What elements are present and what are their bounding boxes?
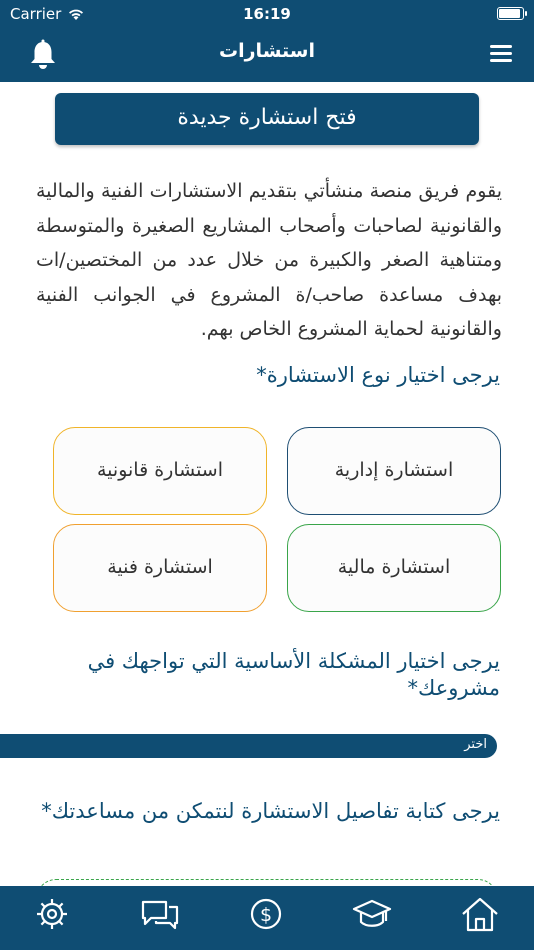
page-title: استشارات [219, 40, 315, 62]
consult-type-label: يرجى اختيار نوع الاستشارة* [256, 363, 500, 387]
tab-settings[interactable] [32, 894, 72, 934]
option-technical-consultation[interactable]: استشارة فنية [53, 524, 267, 612]
tab-finance[interactable] [246, 894, 286, 934]
nav-bar [0, 28, 534, 82]
svg-text:$: $ [259, 904, 273, 926]
tab-home[interactable] [460, 894, 500, 934]
intro-text: يقوم فريق منصة منشأتي بتقديم الاستشارات الفنية والمالية والقانونية لصاحبات وأصحاب المشاريع الصغيرة والمتوسطة ومتناهية الصغر والكبيرة من خلال عدد من المختصين/ات بهدف مساعدة صاحب/ة المشروع في الجوانب الفنية والقانونية لحماية المشروع الخاص بهم. [36, 180, 502, 340]
tab-chat[interactable] [140, 894, 180, 934]
tab-bar [0, 886, 534, 950]
option-financial-consultation[interactable]: استشارة مالية [287, 524, 501, 612]
problem-select-placeholder: اختر [464, 737, 487, 752]
details-label: يرجى كتابة تفاصيل الاستشارة لنتمكن من مساعدتك* [41, 799, 500, 823]
problem-select[interactable] [0, 734, 497, 758]
problem-label: يرجى اختيار المشكلة الأساسية التي تواجهك في مشروعك* [87, 649, 500, 700]
battery-level [499, 9, 520, 18]
settings-gear-icon [32, 894, 72, 934]
open-consultation-button[interactable]: فتح استشارة جديدة [55, 93, 479, 145]
home-icon [460, 894, 500, 934]
status-bar [0, 0, 534, 28]
option-legal-consultation[interactable]: استشارة قانونية [53, 427, 267, 515]
dollar-coin-icon [246, 894, 286, 934]
option-admin-consultation[interactable]: استشارة إدارية [287, 427, 501, 515]
graduation-cap-icon [352, 894, 392, 934]
status-time: 16:19 [243, 5, 291, 23]
carrier-label: Carrier [10, 5, 62, 23]
battery-icon [497, 7, 524, 20]
menu-icon[interactable] [490, 45, 512, 63]
chat-bubbles-icon [140, 894, 180, 934]
tab-training[interactable] [352, 894, 392, 934]
